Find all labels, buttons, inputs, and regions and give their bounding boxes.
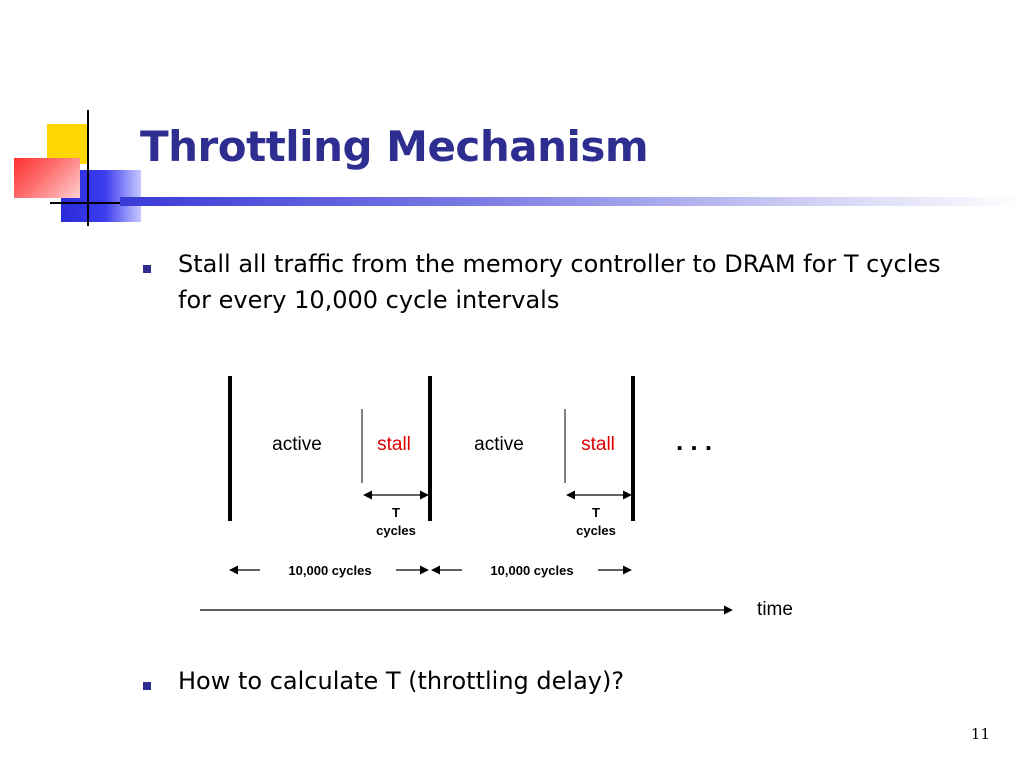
segment-label-active-1: active [272, 434, 322, 455]
slide-page-number: 11 [970, 725, 990, 743]
segment-label-stall-2: stall [581, 434, 615, 455]
segment-label-active-2: active [474, 434, 524, 455]
stall-duration-label-t-1: T [392, 505, 400, 520]
interval-label-2: 10,000 cycles [490, 563, 574, 578]
time-axis-label: time [757, 599, 793, 620]
bullet-marker [143, 682, 151, 690]
bullet-calculate-t: How to calculate T (throttling delay)? [178, 667, 625, 695]
continuation-ellipsis: . . . [675, 426, 713, 456]
bullet-stall-traffic: Stall all traffic from the memory controller to DRAM for T cycles for every 10,000 cycle intervals [178, 250, 941, 314]
stall-duration-label-cycles-1: cycles [376, 523, 416, 538]
stall-duration-label-t-2: T [592, 505, 600, 520]
slide-title: Throttling Mechanism [140, 122, 649, 171]
interval-label-1: 10,000 cycles [288, 563, 372, 578]
stall-duration-label-cycles-2: cycles [576, 523, 616, 538]
segment-label-stall-1: stall [377, 434, 411, 455]
